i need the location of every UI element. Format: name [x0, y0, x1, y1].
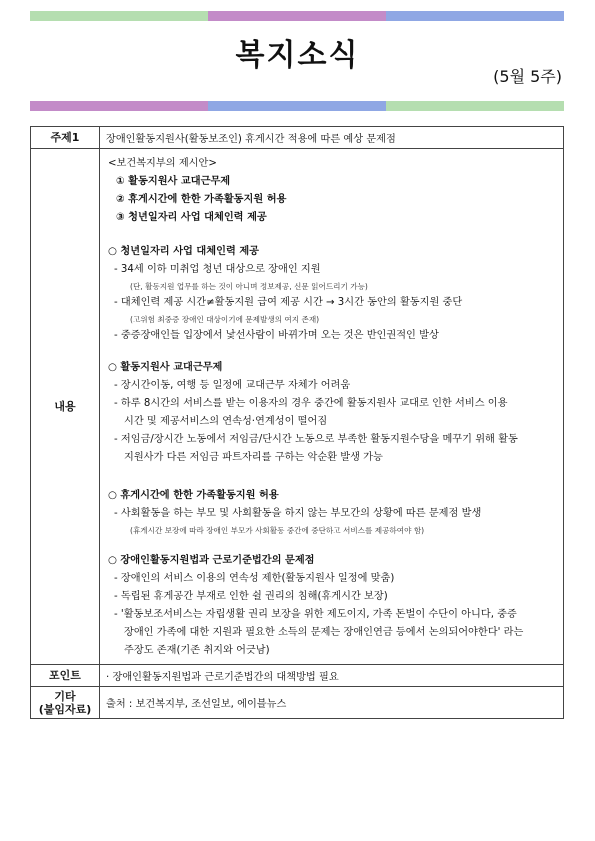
- bullet-line: - 34세 이하 미취업 청년 대상으로 장애인 지원: [114, 264, 321, 275]
- top-color-bar: [30, 11, 564, 21]
- content-label: 내용: [31, 149, 100, 665]
- bullet-line: - '활동보조서비스는 자립생활 권리 보장을 위한 제도이지, 가족 돈벌이 수단이 아니다, 중증: [114, 609, 517, 620]
- bullet-line: - 하루 8시간의 서비스를 받는 이용자의 경우 중간에 활동지원사 교대로 인한 서비스 이용: [114, 398, 508, 409]
- section-title: ○ 휴게시간에 한한 가족활동지원 허용: [108, 490, 279, 501]
- week-label: (5월 5주): [493, 67, 562, 86]
- proposal-header: <보건복지부의 제시안>: [108, 158, 217, 169]
- color-segment-green: [30, 11, 208, 21]
- etc-label-cell: [31, 687, 100, 719]
- color-segment-purple: [208, 11, 386, 21]
- bullet-line-continued: 시간 및 제공서비스의 연속성·연계성이 떨어짐: [124, 416, 328, 427]
- content-row: [31, 149, 564, 665]
- point-label: 포인트: [31, 665, 100, 687]
- content-cell: [100, 149, 564, 665]
- subject-row: [31, 127, 564, 149]
- bullet-line-continued: 지원사가 다른 저임금 파트자리를 구하는 악순환 발생 가능: [124, 452, 383, 463]
- subject-label: 주제1: [31, 127, 100, 149]
- etc-sublabel: (붙임자료): [38, 702, 92, 716]
- color-segment-purple: [30, 101, 208, 111]
- news-table: [30, 126, 564, 719]
- section-title: ○ 활동지원사 교대근무제: [108, 362, 223, 373]
- point-text: · 장애인활동지원법과 근로기준법간의 대책방법 필요: [100, 665, 564, 687]
- bullet-line: - 장시간이동, 여행 등 일정에 교대근무 자체가 어려움: [114, 380, 351, 391]
- section-title: ○ 장애인활동지원법과 근로기준법간의 문제점: [108, 555, 315, 566]
- bullet-line: - 중증장애인들 입장에서 낯선사람이 바뀌가며 오는 것은 반인권적인 발상: [114, 330, 439, 341]
- proposal-item: ② 휴게시간에 한한 가족활동지원 허용: [116, 194, 287, 205]
- bottom-color-bar: [30, 101, 564, 111]
- etc-label: 기타: [54, 689, 76, 703]
- bullet-line: - 저임금/장시간 노동에서 저임금/단시간 노동으로 부족한 활동지원수당을 메꾸기 위해 활동: [114, 434, 518, 445]
- color-segment-blue: [386, 11, 564, 21]
- bullet-line: - 장애인의 서비스 이용의 연속성 제한(활동지원사 일정에 맞춤): [114, 573, 395, 584]
- bullet-line-continued: 장애인 가족에 대한 지원과 필요한 소득의 문제는 장애인연금 등에서 논의되어야한다' 라는: [124, 627, 524, 638]
- color-segment-green: [386, 101, 564, 111]
- proposal-item: ③ 청년일자리 사업 대체인력 제공: [116, 212, 267, 223]
- page-title: 복지소식: [235, 38, 360, 73]
- note-line: (단, 활동지원 업무를 하는 것이 아니며 정보제공, 신문 읽어드리기 가능): [130, 282, 368, 291]
- section-title: ○ 청년일자리 사업 대체인력 제공: [108, 246, 260, 257]
- proposal-item: ① 활동지원사 교대근무제: [116, 176, 231, 187]
- etc-text: 출처 : 보건복지부, 조선일보, 에이블뉴스: [100, 687, 564, 719]
- note-line: (휴게시간 보장에 따라 장애인 부모가 사회활동 중간에 중단하고 서비스를 제공하여야 함): [130, 526, 425, 535]
- color-segment-blue: [208, 101, 386, 111]
- bullet-line: - 독립된 휴게공간 부재로 인한 쉴 권리의 침해(휴게시간 보장): [114, 591, 388, 602]
- point-row: [31, 665, 564, 687]
- subject-text: 장애인활동지원사(활동보조인) 휴게시간 적용에 따른 예상 문제점: [100, 127, 564, 149]
- bullet-line: - 대체인력 제공 시간≠활동지원 급여 제공 시간 → 3시간 동안의 활동지원 중단: [114, 297, 463, 308]
- bullet-line-continued: 주장도 존재(기존 취지와 어긋남): [124, 645, 270, 656]
- etc-row: [31, 687, 564, 719]
- bullet-line: - 사회활동을 하는 부모 및 사회활동을 하지 않는 부모간의 상황에 따른 문제점 발생: [114, 508, 482, 519]
- note-line: (고위험 최중증 장애인 대상이기에 문제발생의 여지 존재): [130, 315, 320, 324]
